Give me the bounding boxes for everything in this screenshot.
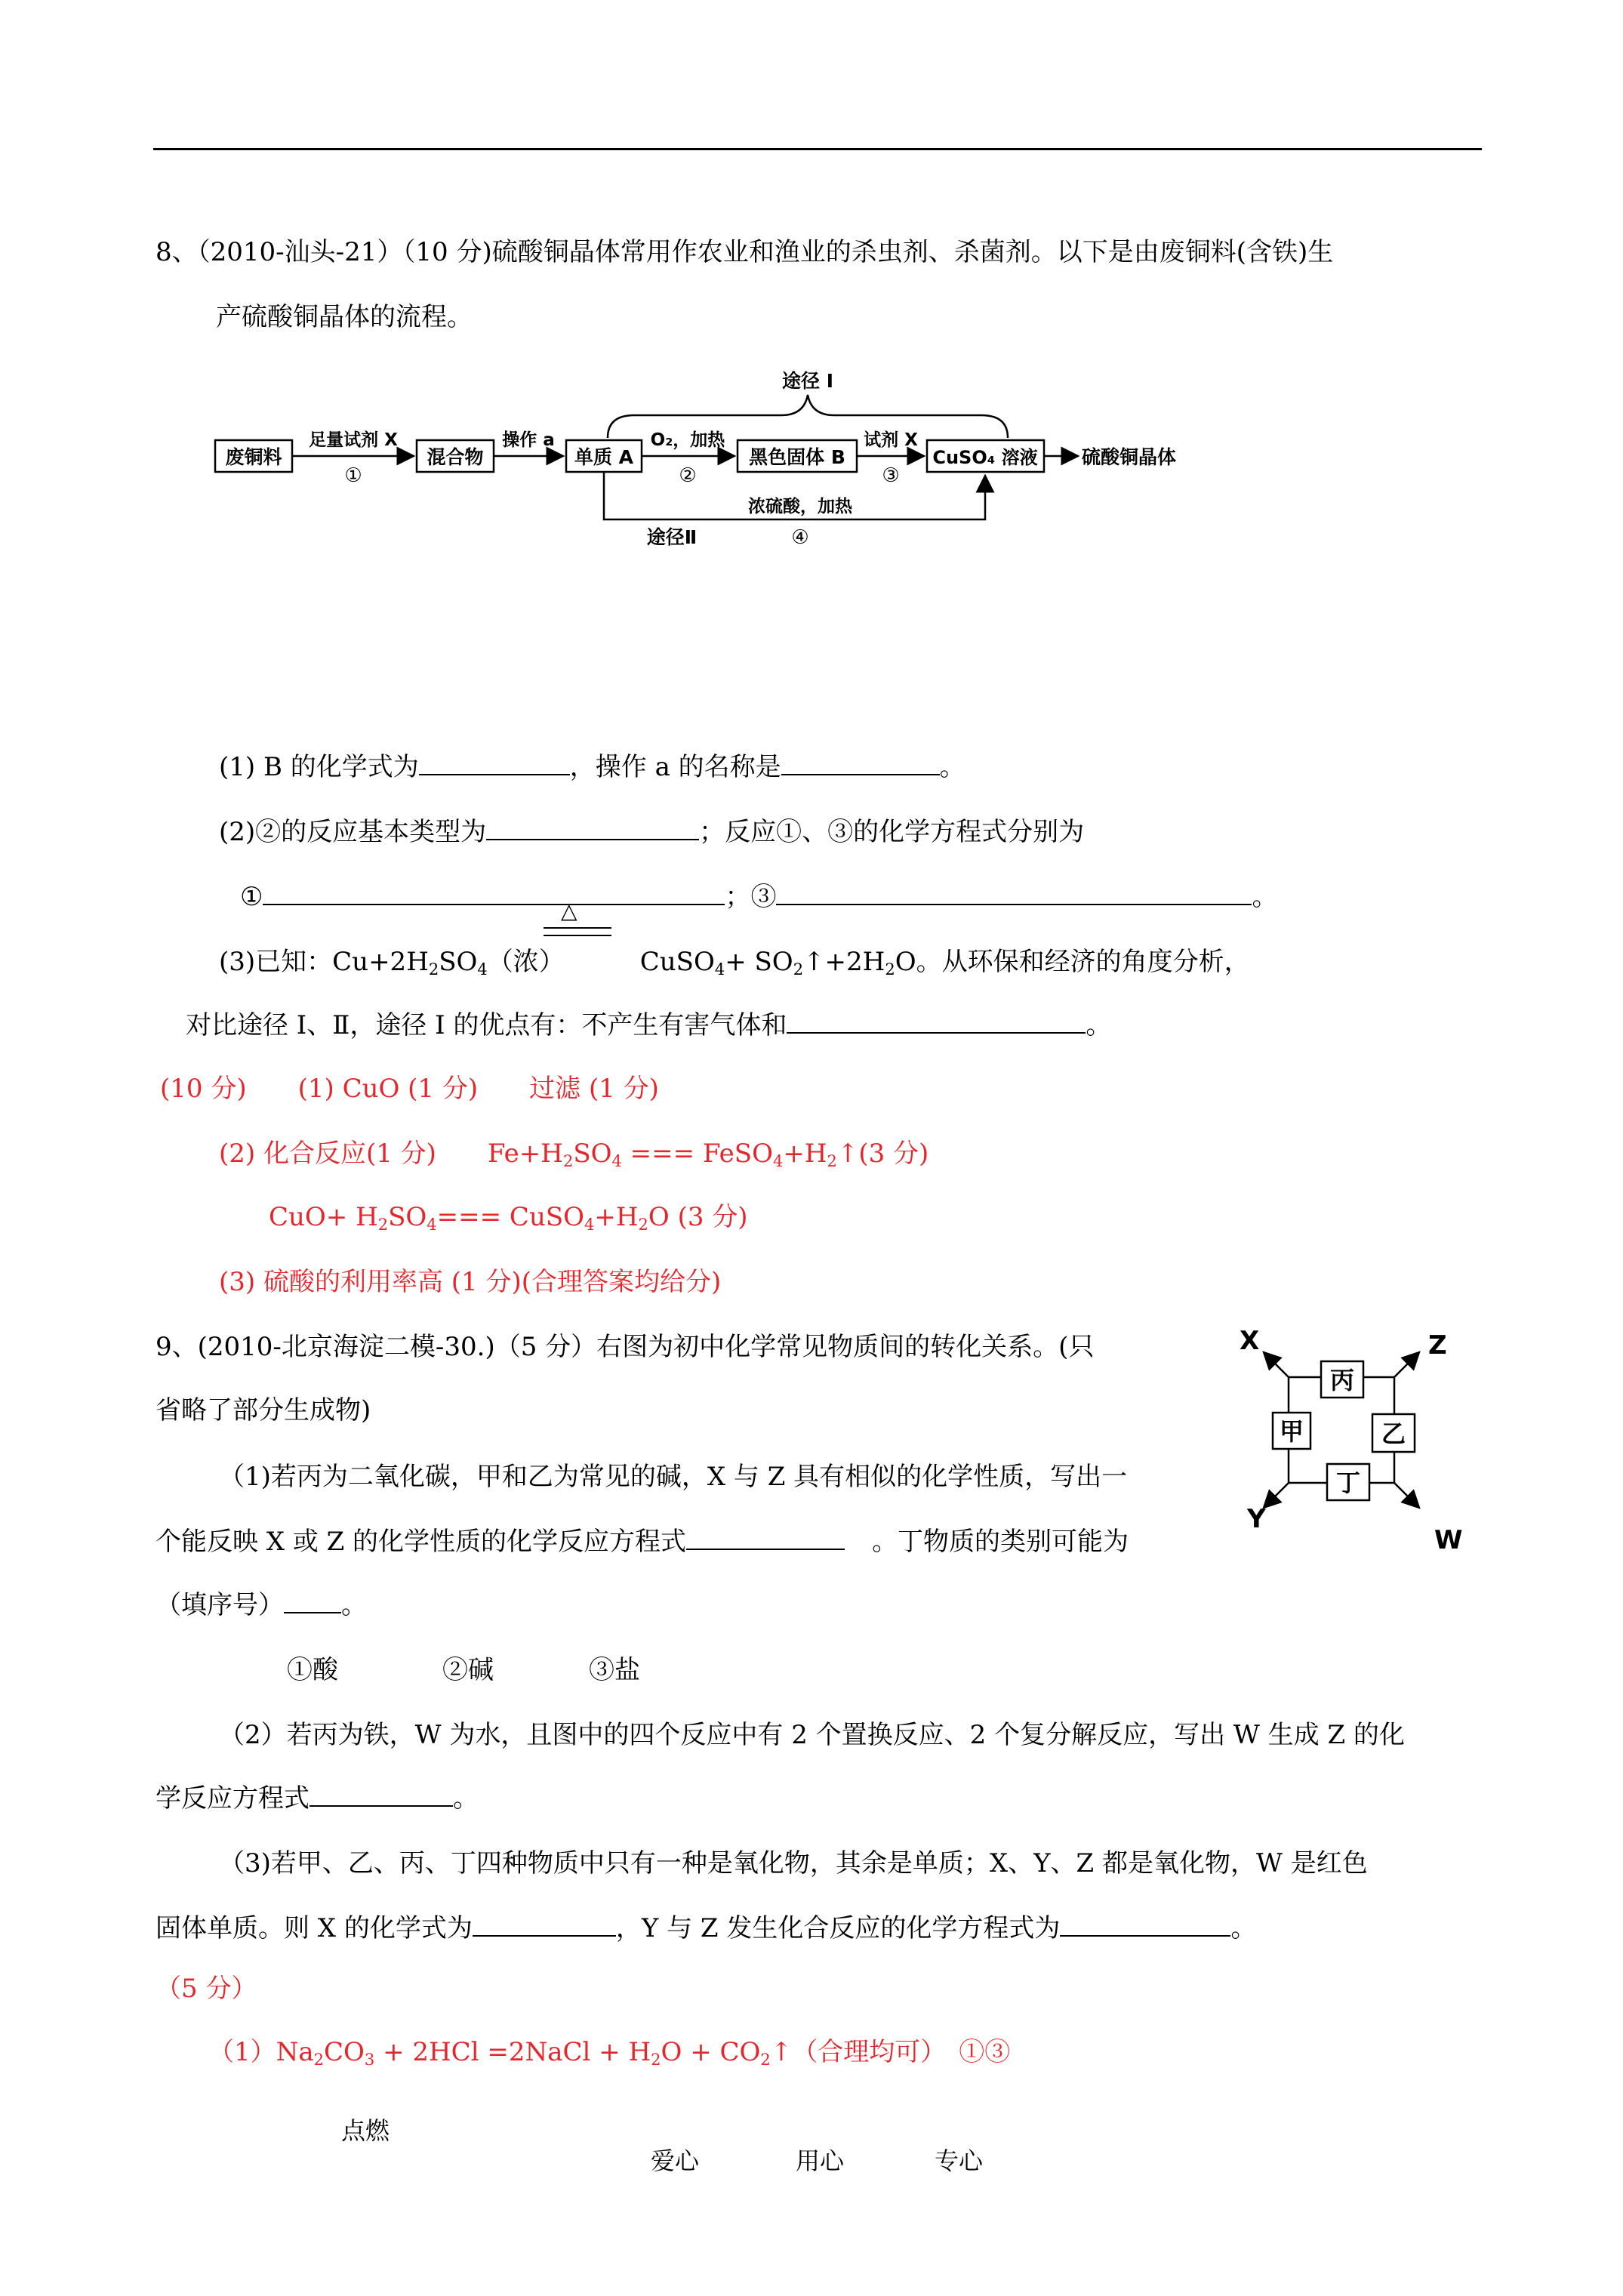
answer-blank[interactable]: [310, 1783, 453, 1807]
q9-answer-1d: O + CO: [661, 2037, 761, 2067]
node-ding: 丁: [1335, 1469, 1361, 1497]
q9-part1-line2-a: 个能反映 X 或 Z 的化学性质的化学反应方程式: [156, 1527, 687, 1557]
answer-blank[interactable]: [473, 1912, 616, 1937]
q8-part3-f: ↑+2H: [803, 947, 885, 977]
q8-part2-text-a: (2)②的反应基本类型为: [219, 817, 487, 847]
q9-part1-line2: [156, 1525, 1129, 1558]
q9-answer-1b: CO: [324, 2037, 365, 2067]
q8-answer-3b: SO: [388, 1202, 427, 1232]
q9-stem-line1: 9、(2010-北京海淀二模-30.)（5 分）右图为初中化学常见物质间的转化关系。(只: [156, 1332, 1095, 1362]
q8-answer-3a: CuO+ H: [269, 1202, 378, 1232]
q9-part1-line3-a: （填序号）: [156, 1590, 284, 1620]
node-yi: 乙: [1381, 1419, 1406, 1448]
q8-part2-eq3-label: ；③: [725, 882, 777, 912]
node-bing: 丙: [1329, 1366, 1355, 1395]
label-x: X: [1240, 1326, 1260, 1356]
q8-part3-g: O。从环保和经济的角度分析，: [895, 947, 1250, 977]
q9-part1-line3-b: 。: [341, 1590, 367, 1620]
flow-box-mixture-label: 混合物: [427, 446, 484, 468]
q9-option-3: ③盐: [589, 1655, 640, 1685]
flow-step4-number: ③: [882, 464, 900, 487]
flow-step1-reagent: 足量试剂 X: [309, 430, 398, 450]
q9-part1-line1: （1)若丙为二氧化碳，甲和乙为常见的碱，X 与 Z 具有相似的化学性质，写出一: [219, 1462, 1128, 1492]
flow-step3-reagent: O₂，加热: [650, 430, 725, 450]
equals-line-bottom: [544, 935, 611, 936]
q9-part2-line2: [156, 1782, 479, 1815]
q9-answer-1c: + 2HCl =2NaCl + H: [374, 2037, 651, 2067]
route2-reagent: 浓硫酸，加热: [748, 497, 852, 516]
q8-part3-line2: [186, 1009, 1111, 1042]
q8-part3-line2-end: 。: [1086, 1010, 1112, 1040]
q9-part3-line2-c: 。: [1230, 1913, 1257, 1943]
q8-part3-b: SO: [439, 947, 478, 977]
flow-box-scrap-label: 废铜料: [225, 446, 282, 468]
q8-part2: [219, 815, 1084, 849]
q9-part1-line3: [156, 1589, 367, 1622]
flow-step3-number: ②: [679, 464, 697, 487]
q8-answer-4: (3) 硫酸的利用率高 (1 分)(合理答案均给分): [219, 1267, 722, 1297]
answer-blank[interactable]: [419, 751, 570, 775]
q8-answer-3: $CuO+ H_2SO_4===$ $CuSO_4+H_2O$ (3 分): [269, 1202, 748, 1234]
q9-answer-1: $(1)Na_2CO_3 + 2HCl$ =2NaCl + $H_2O$ + $CO_2↑$（合理均可） ①③: [208, 2037, 1011, 2069]
answer-blank[interactable]: [776, 881, 1252, 905]
route2-label: 途径Ⅱ: [646, 526, 698, 548]
q9-part3-line1: （3)若甲、乙、丙、丁四种物质中只有一种是氧化物，其余是单质；X、Y、Z 都是氧化物，W 是红色: [219, 1848, 1368, 1878]
q8-answer-2a: (2) 化合反应(1 分) Fe+H: [219, 1139, 563, 1169]
answer-blank[interactable]: [781, 751, 940, 775]
ignite-condition: 点燃: [341, 2116, 390, 2145]
q8-answer-2e: ↑(3 分): [836, 1139, 929, 1169]
q8-answer-2: (2) 化合反应(1 分) $Fe+H_2SO_4$ === $FeSO_4+H_2↑(3$ 分): [219, 1139, 929, 1170]
answer-blank[interactable]: [787, 1009, 1086, 1034]
q8-part2-end: 。: [1252, 882, 1278, 912]
q8-part2-text-b: ；反应①、③的化学方程式分别为: [699, 817, 1085, 847]
flow-step1-number: ①: [344, 464, 362, 487]
q9-part3-line2-a: 固体单质。则 X 的化学式为: [156, 1913, 473, 1943]
q9-answer-1e: ↑（合理均可） ①③: [770, 2037, 1011, 2067]
answer-blank[interactable]: [284, 1589, 341, 1613]
q8-part2-equations: [240, 880, 1277, 914]
answer-blank[interactable]: [486, 816, 699, 840]
route1-label: 途径 I: [781, 370, 834, 392]
answer-blank[interactable]: [263, 881, 725, 905]
q8-answer-2d: +H: [783, 1139, 827, 1169]
heat-symbol: △: [561, 898, 577, 923]
q8-answer-2b: SO: [573, 1139, 612, 1169]
q8-part1-text-a: (1) B 的化学式为: [219, 752, 419, 782]
label-w: W: [1434, 1525, 1463, 1555]
header-rule: [153, 148, 1482, 150]
q8-part3-a: (3)已知：Cu+2H: [219, 947, 429, 977]
q9-part2-line2-a: 学反应方程式: [156, 1783, 310, 1814]
q8-flow-diagram: [211, 368, 1215, 557]
q9-part3-line2: [156, 1912, 1256, 1945]
q8-answer-1: (10 分) (1) CuO (1 分) 过滤 (1 分): [160, 1074, 659, 1104]
q8-answer-3c: === CuSO: [436, 1202, 585, 1232]
q8-part3-line1: (3)已知：$Cu+2H_2SO_4$（浓） CuSO$_4$+ $SO_2↑+2H_2O$。从环保和经济的角度分析，: [219, 947, 1250, 978]
answer-blank[interactable]: [686, 1526, 845, 1550]
flow-product-label: 硫酸铜晶体: [1082, 446, 1177, 468]
q9-answer-1a: （1）Na: [208, 2037, 314, 2067]
q8-part3-d: CuSO: [639, 947, 715, 977]
q9-part2-line1: （2）若丙为铁，W 为水，且图中的四个反应中有 2 个置换反应、2 个复分解反应，写出 W 生成 Z 的化: [219, 1720, 1405, 1750]
q8-part3-e: + SO: [725, 947, 793, 977]
flow-box-black-solid-b-label: 黑色固体 B: [749, 446, 845, 468]
q9-transformation-diagram: [1230, 1318, 1472, 1567]
q8-answer-2c: === FeSO: [621, 1139, 773, 1169]
q8-answer-3d: +H: [594, 1202, 639, 1232]
footer-word-2: 用心: [796, 2147, 845, 2175]
label-y: Y: [1247, 1504, 1266, 1534]
node-jia: 甲: [1279, 1417, 1304, 1446]
q9-option-2: ②碱: [442, 1655, 494, 1685]
q8-stem-line2: 产硫酸铜晶体的流程。: [216, 302, 473, 332]
label-z: Z: [1428, 1330, 1447, 1361]
q8-part2-eq1-label: ①: [240, 882, 263, 912]
q8-answer-3e: O (3 分): [648, 1202, 748, 1232]
footer-word-3: 专心: [935, 2147, 984, 2175]
q9-stem-line2: 省略了部分生成物): [156, 1395, 371, 1425]
equals-line-top: [544, 927, 611, 929]
q8-part1: [219, 750, 965, 784]
flow-step4-reagent: 试剂 X: [864, 430, 918, 450]
q9-part2-line2-b: 。: [453, 1783, 479, 1814]
q8-part1-text-c: 。: [939, 752, 965, 782]
q8-stem-line1: 8、（2010-汕头-21）（10 分)硫酸铜晶体常用作农业和渔业的杀虫剂、杀菌剂。以下是由废铜料(含铁)生: [156, 237, 1334, 267]
route2-number: ④: [791, 526, 809, 549]
q8-part3-line2-text: 对比途径 I、Ⅱ，途径 I 的优点有：不产生有害气体和: [186, 1010, 787, 1040]
q8-part1-text-b: ，操作 a 的名称是: [569, 752, 781, 782]
q9-option-1: ①酸: [287, 1655, 338, 1685]
answer-blank[interactable]: [1060, 1912, 1230, 1937]
q9-part1-line2-b: 。丁物质的类别可能为: [872, 1527, 1129, 1557]
q8-part3-c: （浓）: [487, 947, 565, 977]
footer-word-1: 爱心: [651, 2147, 700, 2175]
flow-box-cuso4-label: CuSO₄ 溶液: [932, 447, 1038, 468]
flow-step2-operation: 操作 a: [502, 430, 555, 450]
q9-answer-head: （5 分）: [156, 1974, 257, 2004]
flow-box-element-a-label: 单质 A: [574, 446, 634, 468]
q9-part3-line2-b: ，Y 与 Z 发生化合反应的化学方程式为: [615, 1913, 1061, 1943]
